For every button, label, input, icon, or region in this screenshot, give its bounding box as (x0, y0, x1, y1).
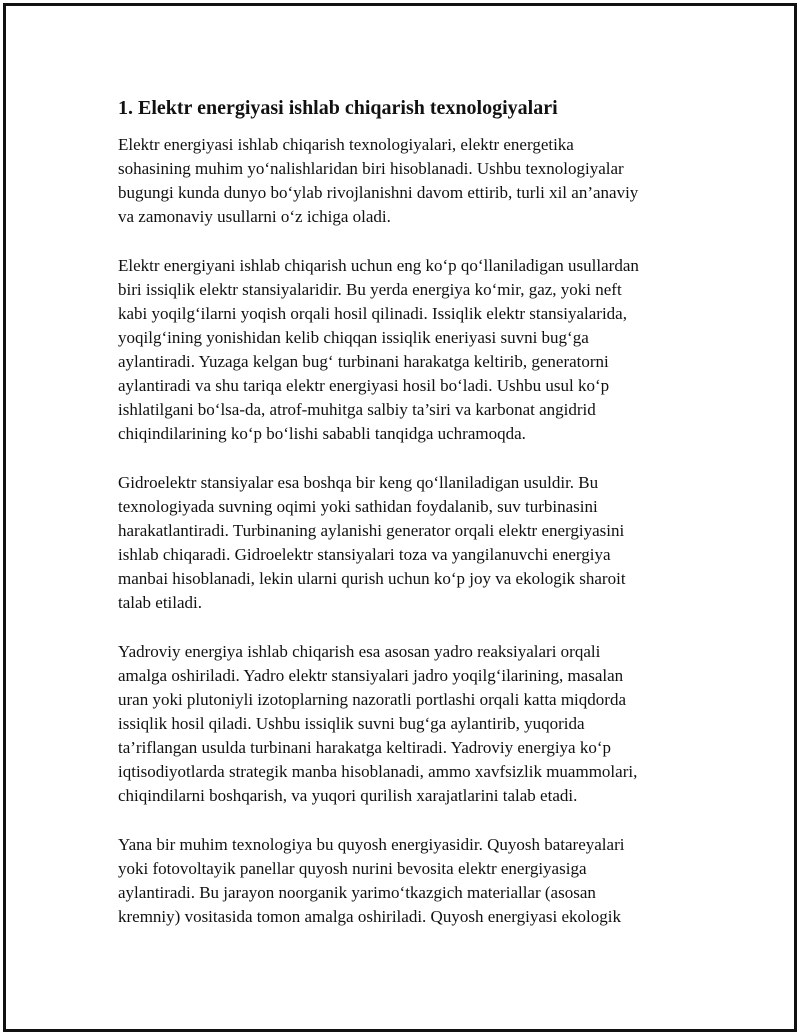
text-line: ishlab chiqaradi. Gidroelektr stansiyalari toza va yangilanuvchi energiya (118, 545, 611, 564)
text-line: aylantiradi va shu tariqa elektr energiyasi hosil bo‘ladi. Ushbu usul ko‘p (118, 376, 610, 395)
text-line: Gidroelektr stansiyalar esa boshqa bir keng qo‘llaniladigan usuldir. Bu (118, 473, 599, 492)
text-line: sohasining muhim yo‘nalishlaridan biri hisoblanadi. Ushbu texnologiyalar (118, 159, 624, 178)
text-line: issiqlik hosil qiladi. Ushbu issiqlik suvni bug‘ga aylantirib, yuqorida (118, 714, 585, 733)
text-line: yoki fotovoltayik panellar quyosh nurini bevosita elektr energiyasiga (118, 859, 587, 878)
paragraph-1 (118, 133, 718, 229)
text-line: talab etiladi. (118, 593, 203, 612)
text-line: chiqindilarni boshqarish, va yuqori qurilish xarajatlarini talab etadi. (118, 786, 578, 805)
text-line: ishlatilgani bo‘lsa-da, atrof-muhitga salbiy ta’siri va karbonat angidrid (118, 400, 596, 419)
text-line: texnologiyada suvning oqimi yoki sathidan foydalanib, suv turbinasini (118, 497, 598, 516)
paragraph-2 (118, 254, 718, 446)
document-content (118, 96, 718, 954)
text-line: va zamonaviy usullarni o‘z ichiga oladi. (118, 207, 391, 226)
text-line: iqtisodiyotlarda strategik manba hisoblanadi, ammo xavfsizlik muammolari, (118, 762, 638, 781)
paragraph-4 (118, 640, 718, 808)
text-line: amalga oshiriladi. Yadro elektr stansiyalari jadro yoqilg‘ilarining, masalan (118, 666, 624, 685)
text-line: manbai hisoblanadi, lekin ularni qurish uchun ko‘p joy va ekologik sharoit (118, 569, 626, 588)
text-line: kremniy) vositasida tomon amalga oshiriladi. Quyosh energiyasi ekologik (118, 907, 621, 926)
section-title: 1. Elektr energiyasi ishlab chiqarish texnologiyalari (118, 97, 558, 119)
text-line: Yadroviy energiya ishlab chiqarish esa asosan yadro reaksiyalari orqali (118, 642, 601, 661)
paragraph-5 (118, 833, 718, 929)
text-line: bugungi kunda dunyo bo‘ylab rivojlanishni davom ettirib, turli xil an’anaviy (118, 183, 639, 202)
text-line: Yana bir muhim texnologiya bu quyosh energiyasidir. Quyosh batareyalari (118, 835, 625, 854)
text-line: Elektr energiyasi ishlab chiqarish texnologiyalari, elektr energetika (118, 135, 574, 154)
text-line: biri issiqlik elektr stansiyalaridir. Bu yerda energiya ko‘mir, gaz, yoki neft (118, 280, 622, 299)
text-line: uran yoki plutoniyli izotoplarning nazoratli portlashi orqali katta miqdorda (118, 690, 626, 709)
paragraph-3 (118, 471, 718, 615)
text-line: yoqilg‘ining yonishidan kelib chiqqan issiqlik eneriyasi suvni bug‘ga (118, 328, 589, 347)
text-line: kabi yoqilg‘ilarni yoqish orqali hosil qilinadi. Issiqlik elektr stansiyalarida, (118, 304, 627, 323)
text-line: harakatlantiradi. Turbinaning aylanishi generator orqali elektr energiyasini (118, 521, 625, 540)
text-line: aylantiradi. Yuzaga kelgan bug‘ turbinani harakatga keltirib, generatorni (118, 352, 609, 371)
text-line: aylantiradi. Bu jarayon noorganik yarimo‘tkazgich materiallar (asosan (118, 883, 596, 902)
text-line: Elektr energiyani ishlab chiqarish uchun eng ko‘p qo‘llaniladigan usullardan (118, 256, 639, 275)
text-line: chiqindilarining ko‘p bo‘lishi sababli tanqidga uchramoqda. (118, 424, 526, 443)
text-line: ta’riflangan usulda turbinani harakatga keltiradi. Yadroviy energiya ko‘p (118, 738, 612, 757)
